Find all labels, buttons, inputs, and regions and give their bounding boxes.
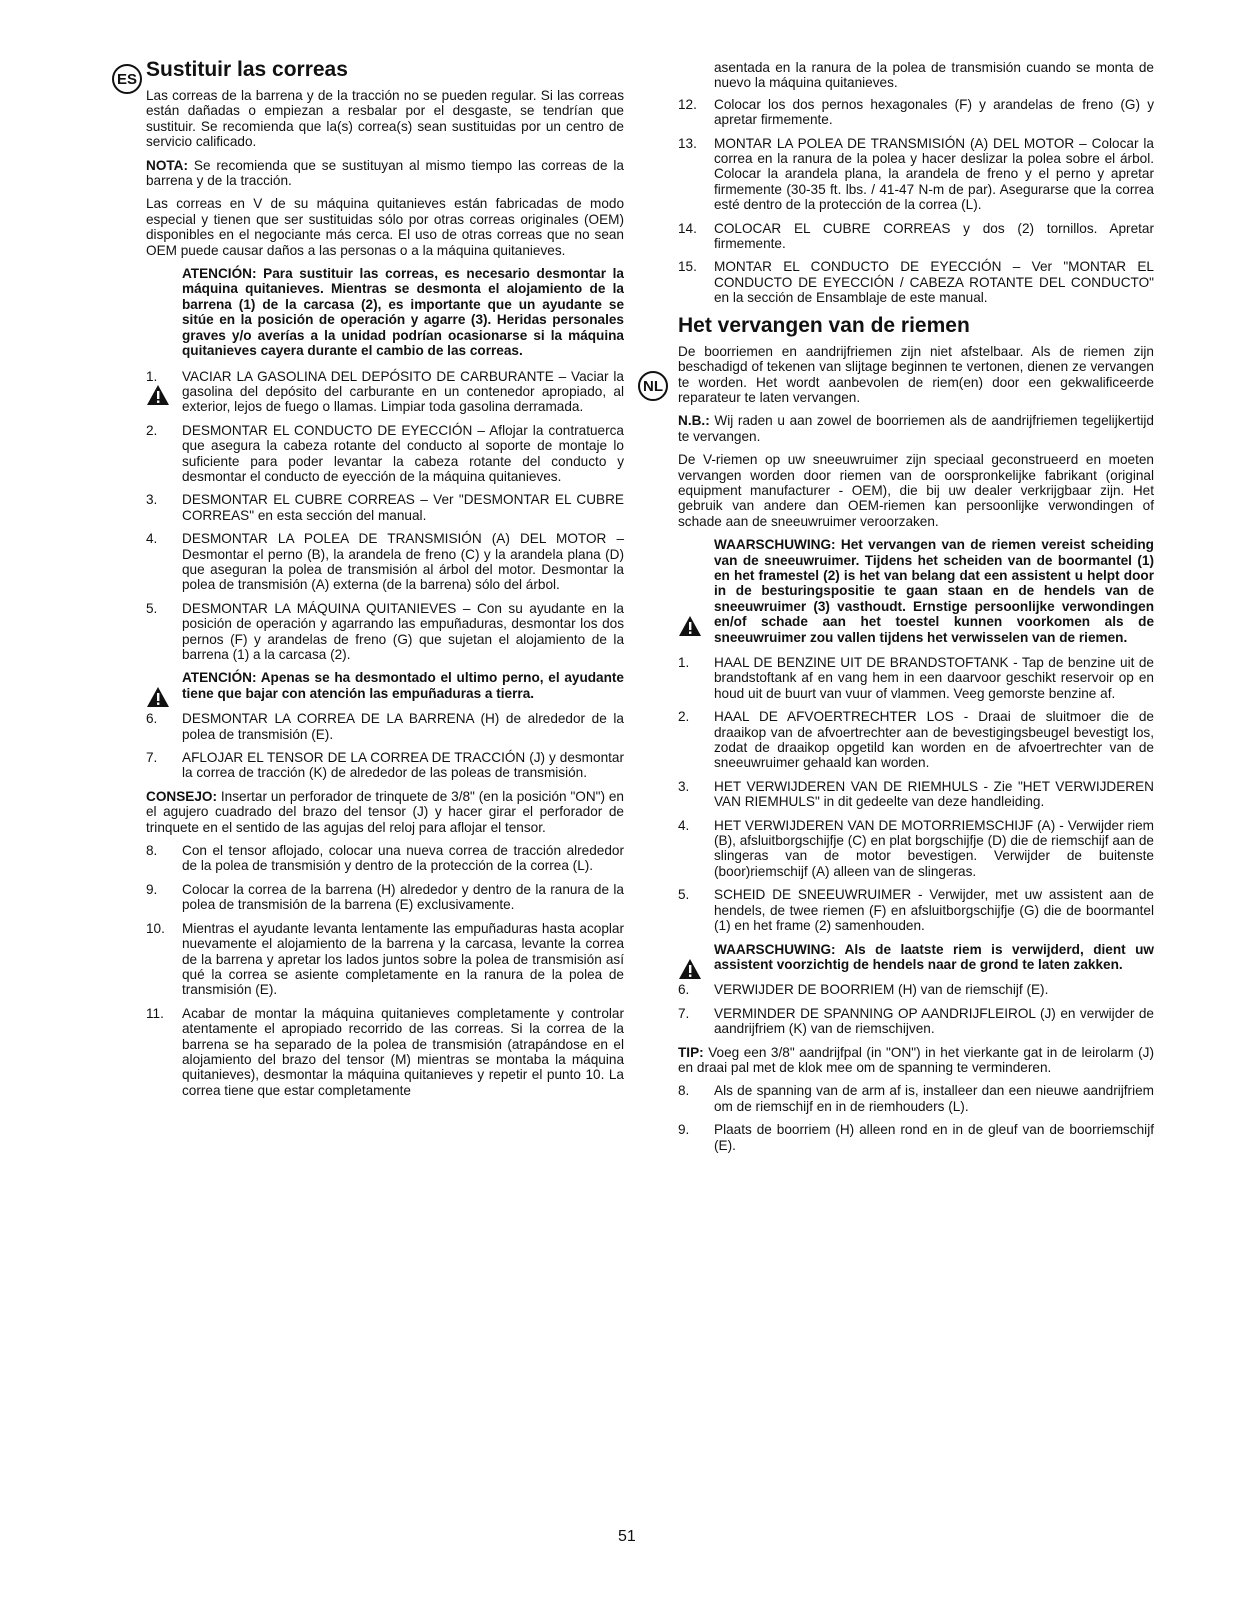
step-number: 1.: [146, 368, 158, 384]
es-steps-6-7: [146, 711, 624, 781]
step-number: 13.: [678, 135, 697, 151]
step-number: 1.: [678, 655, 690, 670]
nl-warning-2: [714, 942, 1154, 973]
es-warning-1-text: ATENCIÓN: Para sustituir las correas, es necesario desmontar la máquina quitanieves. Mientras se desmonta el alojamiento de la barrena (1) de la carcasa (2), es importante que un ayudante se sitúe en la posición de operación y agarre (3). Heridas personales graves y/o averías a la unidad podrían ocasionarse si la máquina quitanieves cayera durante el cambio de las correas.: [182, 266, 624, 359]
step-text: Plaats de boorriem (H) alleen rond en in de gleuf van de boorriemschijf (E).: [714, 1122, 1154, 1153]
step-number: 5.: [678, 887, 690, 903]
step-number: 2.: [146, 422, 158, 438]
nl-warning-1-text: WAARSCHUWING: Het vervangen van de riemen vereist scheiding van de sneeuwruimer. Tijdens het scheiden van de boormantel (1) en het framestel (2) is het van belang dat een assistent u helpt door in de besturingspositie te gaan staan en de hendels van de sneeuwruimer (3) vasthoudt. Ernstige persoonlijke verwondingen en/of schade aan het toestel kunnen voorkomen als de sneeuwruimer zou vallen tijdens het verwisselen van de riemen.: [714, 537, 1154, 645]
step-text: DESMONTAR EL CUBRE CORREAS – Ver "DESMONTAR EL CUBRE CORREAS" en esta sección del manual.: [182, 492, 624, 523]
list-item: [678, 1005, 1154, 1037]
step-number: 5.: [146, 600, 158, 616]
list-item: [146, 368, 624, 415]
step-number: 7.: [678, 1005, 690, 1021]
list-item: [678, 96, 1154, 128]
es-steps-8-11: [146, 843, 624, 1098]
page-number: 51: [618, 1528, 636, 1545]
step-text: HAAL DE AFVOERTRECHTER LOS - Draai de sluitmoer die de draaikop van de afvoertrechter aan de bevestigingsbeugel bevestigt los, zodat de draaikop opgetild kan worden en de afvoertrechter van de sneeuwruimer gehaald kan worden.: [714, 709, 1154, 771]
nl-tip-text: Voeg een 3/8" aandrijfpal (in "ON") in het vierkante gat in de leirolarm (J) en draai pal met de klok mee om de spanning te verminderen.: [678, 1044, 1154, 1075]
step-text: MONTAR EL CONDUCTO DE EYECCIÓN – Ver "MONTAR EL CONDUCTO DE EYECCIÓN / CABEZA ROTANTE DEL CONDUCTO" en la sección de Ensamblaje de este manual.: [714, 259, 1154, 306]
nl-warning-2-text: WAARSCHUWING: Als de laatste riem is verwijderd, dient uw assistent voorzichtig de hendels naar de grond te laten zakken.: [714, 941, 1154, 972]
nl-oem-paragraph: De V-riemen op uw sneeuwruimer zijn speciaal geconstrueerd en moeten vervangen worden door riemen van de oorspronkelijke fabrikant (original equipment manufacturer - OEM), die bij uw dealer verkrijgbaar zijn. Het gebruik van andere dan OEM-riemen kan persoonlijke verwondingen of schade aan de sneeuwruimer veroorzaken.: [678, 452, 1154, 529]
step-number: 9.: [678, 1122, 690, 1138]
list-item: [146, 843, 624, 874]
step-number: 3.: [146, 492, 158, 508]
es-step-11-continuation: asentada en la ranura de la polea de transmisión cuando se monta de nuevo la máquina quitanieves.: [714, 60, 1154, 91]
list-item: [146, 711, 624, 742]
nl-note-label: N.B.:: [678, 413, 710, 429]
es-tip-paragraph: [146, 789, 624, 835]
spanish-column: [146, 58, 624, 1106]
step-number: 9.: [146, 881, 158, 897]
step-number: 11.: [146, 1005, 164, 1021]
nl-warning-1: [714, 537, 1154, 645]
es-warning-2-text: ATENCIÓN: Apenas se ha desmontado el ultimo perno, el ayudante tiene que bajar con atención las empuñaduras a tierra.: [182, 670, 624, 701]
step-text: Colocar la correa de la barrena (H) alrededor y dentro de la ranura de la polea de transmisión de la barrena (E) exclusivamente.: [182, 881, 624, 913]
step-number: 8.: [678, 1083, 690, 1099]
step-text: HET VERWIJDEREN VAN DE MOTORRIEMSCHIJF (A) - Verwijder riem (B), afsluitborgschijfje (C) en plat borgschijfje (D) die de riemschijf aan de slingeras van de motor bevestigen. Verwijder de buitenste (boor)riemschijf (A) alleen van de slingeras.: [714, 817, 1154, 879]
list-item: [678, 778, 1154, 810]
nl-steps-6-7: [678, 982, 1154, 1037]
lang-badge-es: ES: [112, 64, 142, 94]
right-column: [678, 60, 1154, 1161]
list-item: [678, 1083, 1154, 1114]
list-item: [146, 422, 624, 485]
es-warning-2: [182, 670, 624, 701]
step-number: 6.: [678, 982, 690, 998]
nl-section-title: Het vervangen van de riemen: [678, 313, 970, 337]
step-number: 15.: [678, 259, 697, 275]
step-number: 4.: [678, 817, 690, 833]
list-item: [146, 1005, 624, 1098]
warning-triangle-icon: [678, 615, 702, 637]
es-tip-text: Insertar un perforador de trinquete de 3/8" (en la posición "ON") en el agujero cuadrado del brazo del tensor (J) y hacer girar el perforador de trinquete en el sentido de las agujas del reloj para aflojar el tensor.: [146, 788, 624, 835]
step-text: Als de spanning van de arm af is, installeer dan een nieuwe aandrijfriem om de riemschijf en in de riemhouders (L).: [714, 1083, 1154, 1114]
step-text: VERWIJDER DE BOORRIEM (H) van de riemschijf (E).: [714, 982, 1049, 998]
es-steps-1-5: [146, 368, 624, 663]
list-item: [678, 817, 1154, 880]
step-number: 8.: [146, 843, 158, 859]
step-text: VACIAR LA GASOLINA DEL DEPÓSITO DE CARBURANTE – Vaciar la gasolina del depósito del carburante en un contenedor apropiado, al exterior, lejos de fuego o llamas. Limpiar toda gasolina derramada.: [182, 368, 624, 415]
step-number: 12.: [678, 96, 697, 112]
warning-triangle-icon: [146, 686, 170, 708]
list-item: [146, 531, 624, 593]
es-section-title: Sustituir las correas: [146, 58, 348, 81]
es-note-text: Se recomienda que se sustituyan al mismo tiempo las correas de la barrena y de la tracción.: [146, 157, 624, 189]
step-text: VERMINDER DE SPANNING OP AANDRIJFLEIROL (J) en verwijder de aandrijfriem (K) van de riemschijven.: [714, 1005, 1154, 1037]
es-warning-1: [182, 266, 624, 358]
step-text: DESMONTAR LA POLEA DE TRANSMISIÓN (A) DEL MOTOR – Desmontar el perno (B), la arandela de freno (C) y la arandela plana (D) que aseguran la polea de transmisión al árbol del motor. Desmontar la polea de transmisión (A) externa (de la barrena) sólo del árbol.: [182, 531, 624, 593]
list-item: [678, 135, 1154, 213]
nl-steps-1-5: [678, 655, 1154, 934]
list-item: [678, 1122, 1154, 1153]
nl-tip-paragraph: [678, 1045, 1154, 1076]
step-number: 6.: [146, 711, 158, 727]
step-number: 14.: [678, 220, 697, 236]
es-steps-12-15: [678, 96, 1154, 306]
nl-note-paragraph: [678, 413, 1154, 444]
step-text: Mientras el ayudante levanta lentamente las empuñaduras hasta acoplar nuevamente el alojamiento de la barrena y la carcasa, levante la correa de la barrena y apretar los lados juntos sobre la polea de transmisión así qué la correa se asiente completamente en la ranura de la polea de transmisión (E).: [182, 920, 624, 998]
step-number: 4.: [146, 531, 158, 547]
step-number: 2.: [678, 709, 690, 725]
list-item: [146, 750, 624, 781]
nl-steps-8-9: [678, 1083, 1154, 1153]
list-item: [678, 220, 1154, 252]
step-text: Acabar de montar la máquina quitanieves completamente y controlar atentamente el apropiado recorrido de las correas. Si la correa de la barrena se ha separado de la polea de transmisión (atrapándose en el alojamiento del brazo del tensor (M) mientras se montaba la máquina quitanieves), desmontar la máquina quitanieves y repetir el punto 10. La correa tiene que estar completamente: [182, 1005, 624, 1098]
list-item: [678, 709, 1154, 771]
nl-tip-label: TIP:: [678, 1044, 704, 1060]
step-text: MONTAR LA POLEA DE TRANSMISIÓN (A) DEL MOTOR – Colocar la correa en la ranura de la polea y hacer deslizar la polea sobre el árbol. Colocar la arandela plana, la arandela de freno y el perno y apretar firmemente (30-35 ft. lbs. / 41-47 N-m de par). Asegurarse que la correa esté dentro de la protección de la correa (L).: [714, 135, 1154, 213]
list-item: [678, 655, 1154, 701]
nl-note-text: Wij raden u aan zowel de boorriemen als de aandrijfriemen tegelijkertijd te vervangen.: [678, 413, 1154, 444]
step-text: Colocar los dos pernos hexagonales (F) y arandelas de freno (G) y apretar firmemente.: [714, 96, 1154, 128]
step-text: AFLOJAR EL TENSOR DE LA CORREA DE TRACCIÓN (J) y desmontar la correa de tracción (K) de alrededor de las poleas de transmisión.: [182, 750, 624, 781]
list-item: [146, 920, 624, 998]
es-note-label: NOTA:: [146, 157, 189, 173]
step-number: 3.: [678, 778, 690, 794]
list-item: [678, 259, 1154, 306]
list-item: [678, 887, 1154, 934]
warning-triangle-icon: [678, 958, 702, 980]
nl-intro-paragraph: De boorriemen en aandrijfriemen zijn niet afstelbaar. Als de riemen zijn beschadigd of tekenen van slijtage beginnen te vertonen, dienen ze vervangen te worden. Het wordt aanbevolen de riem(en) door een gekwalificeerde reparateur te laten vervangen.: [678, 343, 1154, 405]
warning-triangle-icon: [146, 384, 170, 406]
es-oem-paragraph: Las correas en V de su máquina quitanieves están fabricadas de modo especial y tienen que ser sustituidas sólo por otras correas originales (OEM) disponibles en el negociante más cerca. El uso de otras correas que no sean OEM puede causar daños a las personas o a la máquina quitanieves.: [146, 196, 624, 258]
es-intro-paragraph: Las correas de la barrena y de la tracción no se pueden regular. Si las correas están dañadas o empiezan a resbalar por el desgaste, se tendrían que sustituir. Se recomienda que la(s) correa(s) sean sustituidas por un centro de servicio calificado.: [146, 88, 624, 150]
es-tip-label: CONSEJO:: [146, 788, 218, 804]
list-item: [146, 881, 624, 913]
step-text: HET VERWIJDEREN VAN DE RIEMHULS - Zie "HET VERWIJDEREN VAN RIEMHULS" in dit gedeelte van deze handleiding.: [714, 778, 1154, 810]
lang-badge-nl: NL: [638, 371, 668, 401]
step-text: DESMONTAR EL CONDUCTO DE EYECCIÓN – Aflojar la contratuerca que asegura la cabeza rotante del conducto al soporte de montaje lo suficiente para poder levantar la cabeza rotante del conducto y desmontar el conducto de eyección de la máquina quitanieves.: [182, 422, 624, 484]
step-text: DESMONTAR LA CORREA DE LA BARRENA (H) de alrededor de la polea de transmisión (E).: [182, 711, 624, 742]
step-number: 10.: [146, 920, 165, 936]
step-text: DESMONTAR LA MÁQUINA QUITANIEVES – Con su ayudante en la posición de operación y agarrando las empuñaduras, desmontar los dos pernos (F) y arandelas de freno (G) que sujetan el alojamiento de la barrena (1) a la carcasa (2).: [182, 600, 624, 662]
list-item: [146, 600, 624, 663]
step-text: HAAL DE BENZINE UIT DE BRANDSTOFTANK - Tap de benzine uit de brandstoftank af en vang hem in een daarvoor geschikt reservoir op en houd uit de buurt van vuur of vlammen. Veeg gemorste benzine af.: [714, 655, 1154, 701]
list-item: [146, 492, 624, 523]
es-note-paragraph: [146, 158, 624, 189]
list-item: [678, 982, 1154, 998]
step-text: Con el tensor aflojado, colocar una nueva correa de tracción alrededor de la polea de transmisión y dentro de la protección de la correa (L).: [182, 843, 624, 874]
step-text: COLOCAR EL CUBRE CORREAS y dos (2) tornillos. Apretar firmemente.: [714, 220, 1154, 252]
step-text: SCHEID DE SNEEUWRUIMER - Verwijder, met uw assistent aan de hendels, de twee riemen (F) en afsluitborgschijfje (G) die de boormantel (1) en het frame (2) samenhouden.: [714, 887, 1154, 934]
step-number: 7.: [146, 750, 158, 766]
